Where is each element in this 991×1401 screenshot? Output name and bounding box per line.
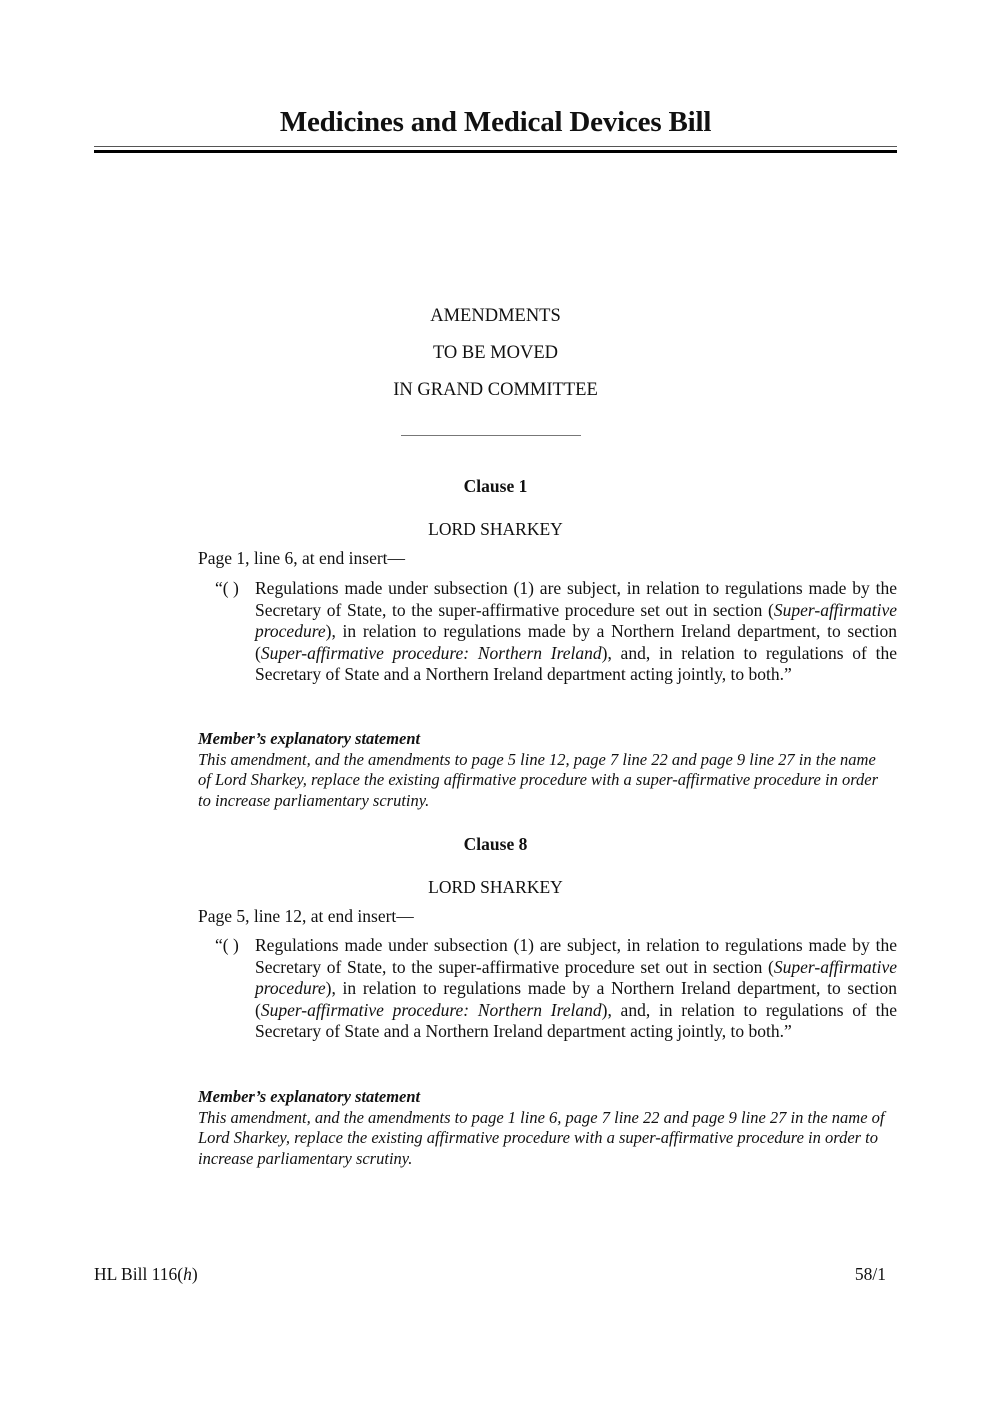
member-name: LORD SHARKEY [428,519,563,539]
cross-reference: Super-affirmative procedure: Northern Ireland [260,642,602,663]
amendment-instruction: Page 1, line 6, at end insert— [198,548,406,568]
bill-ref-prefix: HL Bill 116( [94,1264,184,1284]
member-name: LORD SHARKEY [428,877,563,897]
statement-text: This amendment, and the amendments to page 5 line 12, page 7 line 22 and page 9 line 27 in the name of Lord Sharkey, replace the existing affirmative procedure with a super-affirmative procedure in order to increase parliamentary scrutiny. [198,749,879,810]
heading-amendments: AMENDMENTS [430,306,561,326]
amendment-text-part: Regulations made under subsection (1) are subject, in relation to regulations made by the Secretary of State, to the super-affirmative procedure set out in section ( [255,578,897,620]
amendment-text [215,578,897,686]
title-rule-thin [94,146,897,147]
amendment-text-part: ), in relation to regulations made by a Northern Ireland department, to section ( [255,621,897,663]
cross-reference: Super-affirmative procedure [255,956,897,998]
subsection-marker: “( ) [215,935,239,955]
bill-title: Medicines and Medical Devices Bill [279,106,712,138]
bill-ref-close: ) [191,1264,198,1284]
title-rule-thick [94,150,897,153]
amendment-text-part: ), and, in relation to regulations of the Secretary of State and a Northern Ireland department acting jointly, to both.” [255,999,897,1041]
clause-heading: Clause 1 [463,476,528,496]
cross-reference: Super-affirmative procedure: Northern Ireland [260,999,602,1020]
amendment-text-part: Regulations made under subsection (1) are subject, in relation to regulations made by the Secretary of State, to the super-affirmative procedure set out in section ( [255,935,897,977]
amendment-text-part: ), and, in relation to regulations of the Secretary of State and a Northern Ireland department acting jointly, to both.” [255,642,897,684]
amendment-text [215,935,897,1043]
explanatory-statement [198,729,898,811]
amendment-instruction: Page 5, line 12, at end insert— [198,906,414,926]
cross-reference: Super-affirmative procedure [255,599,897,641]
statement-heading: Member’s explanatory statement [198,729,421,748]
section-divider [401,435,581,436]
bill-ref-suffix-letter: h [183,1264,192,1284]
statement-heading: Member’s explanatory statement [198,1087,421,1106]
page-reference: 58/1 [854,1264,886,1284]
amendment-text-part: ), in relation to regulations made by a Northern Ireland department, to section ( [255,978,897,1020]
subsection-marker: “( ) [215,578,239,598]
heading-to-be-moved: TO BE MOVED [432,343,559,363]
bill-reference [94,1264,198,1285]
heading-grand-committee: IN GRAND COMMITTEE [393,380,598,400]
statement-text: This amendment, and the amendments to page 1 line 6, page 7 line 22 and page 9 line 27 in the name of Lord Sharkey, replace the existing affirmative procedure with a super-affirmative procedure in order to increase parliamentary scrutiny. [198,1107,885,1168]
clause-heading: Clause 8 [463,834,528,854]
explanatory-statement [198,1087,898,1169]
